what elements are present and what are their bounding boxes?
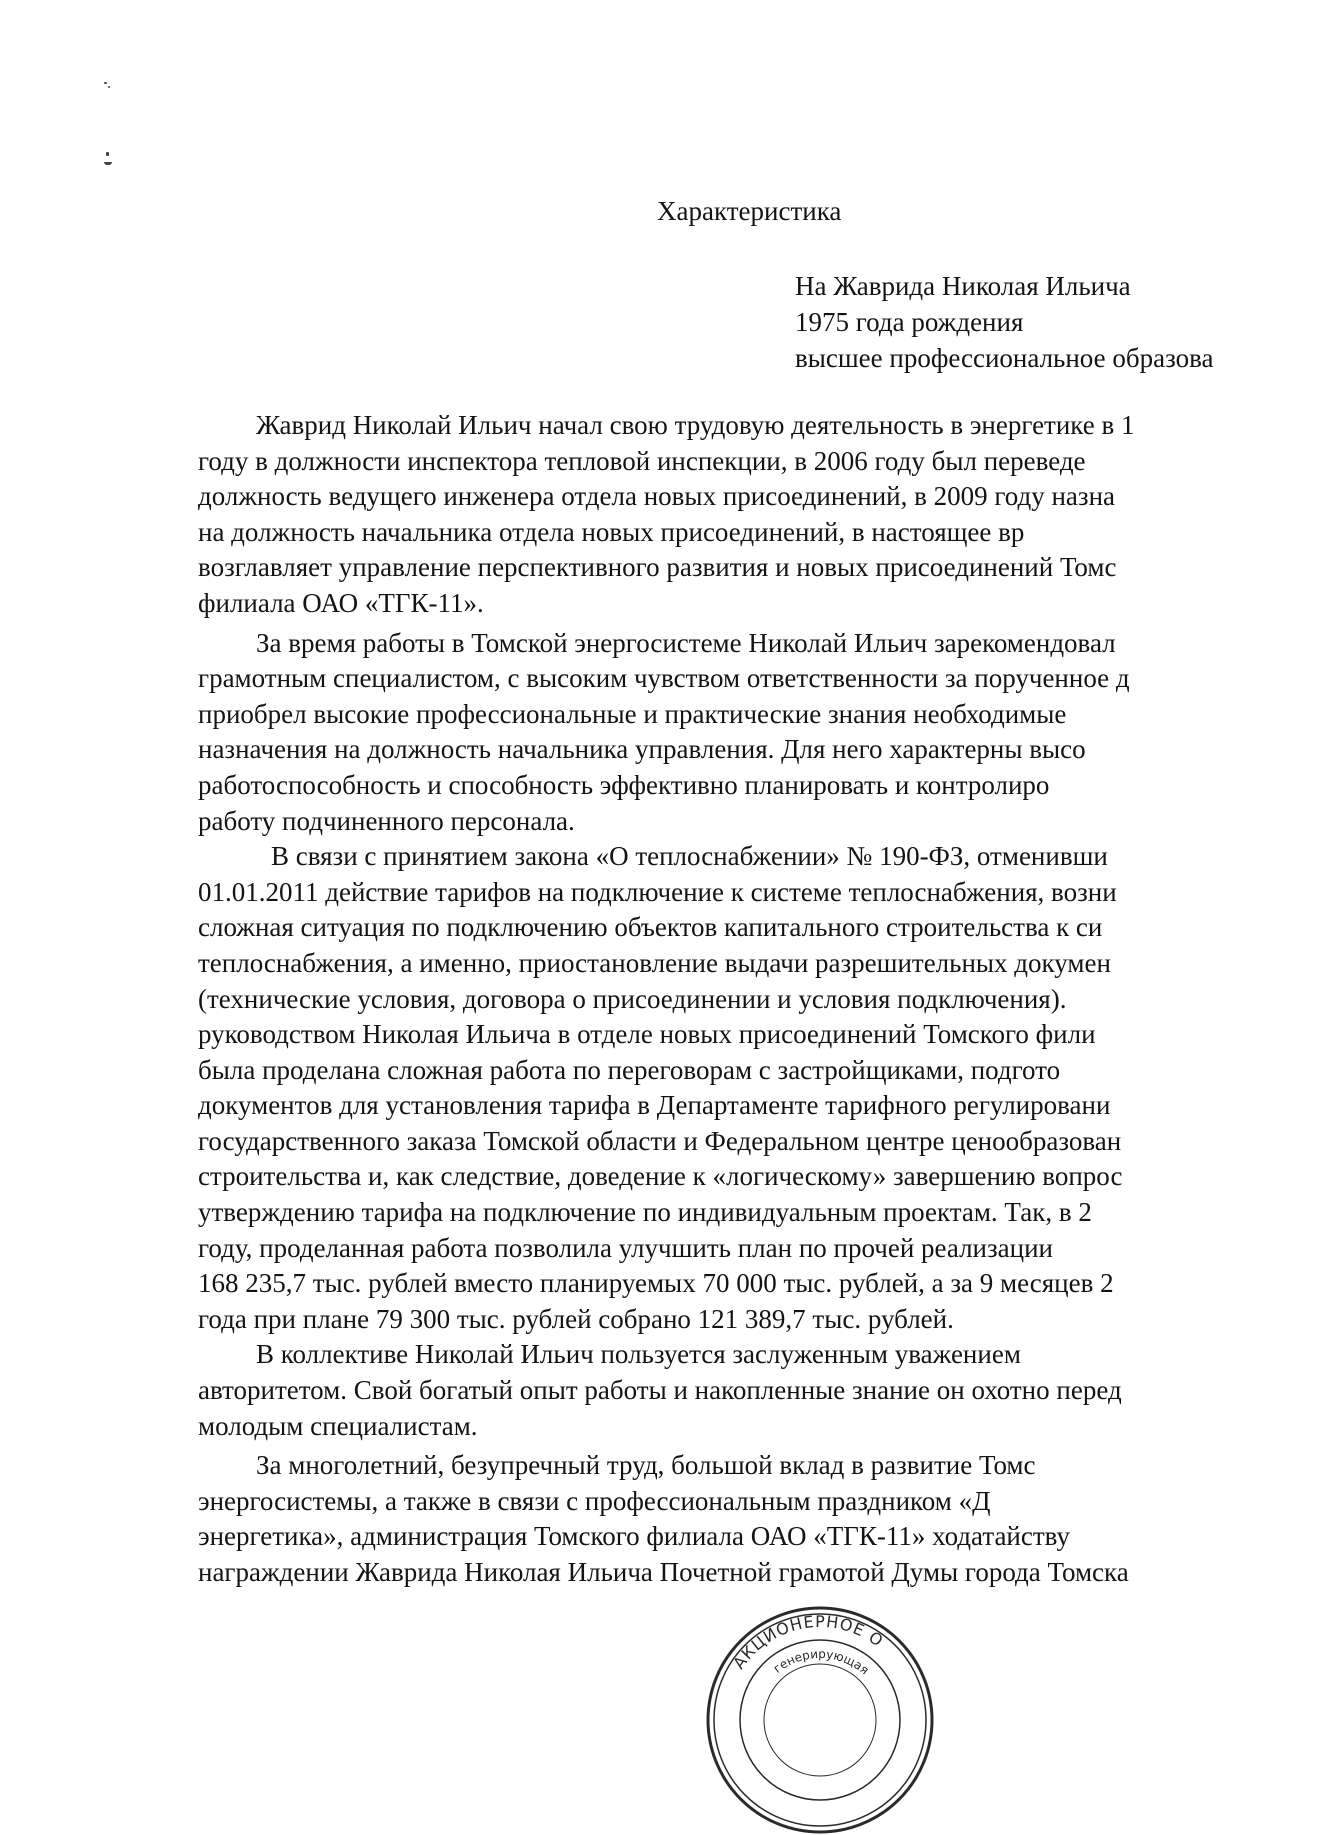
- text-line: руководством Николая Ильича в отделе новых присоединений Томского фили: [198, 1019, 1096, 1050]
- text-line: За многолетний, безупречный труд, большой вклад в развитие Томс: [256, 1450, 1036, 1481]
- text-line: строительства и, как следствие, доведение к «логическому» завершению вопрос: [198, 1161, 1123, 1192]
- text-line: приобрел высокие профессиональные и практические знания необходимые: [198, 698, 1067, 729]
- text-line: года при плане 79 300 тыс. рублей собрано 121 389,7 тыс. рублей.: [198, 1303, 954, 1334]
- text-line: (технические условия, договора о присоединении и условия подключения).: [198, 983, 1067, 1014]
- text-line: энергосистемы, а также в связи с профессиональным праздником «Д: [198, 1485, 991, 1516]
- text-line: возглавляет управление перспективного развития и новых присоединений Томс: [198, 552, 1117, 583]
- addressee-education: высшее профессиональное образова: [795, 343, 1214, 373]
- text-line: должность ведущего инженера отдела новых присоединений, в 2009 году назна: [198, 481, 1116, 512]
- text-line: За время работы в Томской энергосистеме Николай Ильич зарекомендовал: [256, 627, 1116, 658]
- text-line: авторитетом. Свой богатый опыт работы и накопленные знание он охотно перед: [198, 1375, 1122, 1406]
- text-line: сложная ситуация по подключению объектов капитального строительства к си: [198, 912, 1103, 943]
- text-line: В коллективе Николай Ильич пользуется заслуженным уважением: [256, 1339, 1021, 1370]
- text-line: награждении Жаврида Николая Ильича Почетной грамотой Думы города Томска: [198, 1557, 1129, 1587]
- text-line: году, проделанная работа позволила улучшить план по прочей реализации: [198, 1232, 1053, 1263]
- text-line: Жаврид Николай Ильич начал свою трудовую деятельность в энергетике в 1: [256, 410, 1135, 440]
- scan-speck: [108, 86, 110, 88]
- text-line: теплоснабжения, а именно, приостановление выдачи разрешительных докумен: [198, 947, 1111, 978]
- company-seal-stamp: [705, 1605, 935, 1835]
- text-line: году в должности инспектора тепловой инспекции, в 2006 году был переведе: [198, 445, 1086, 476]
- document-title: Характеристика: [657, 196, 842, 226]
- scan-speck: [104, 82, 107, 84]
- text-line: работоспособность и способность эффективно планировать и контролиро: [198, 769, 1050, 800]
- scan-speck: [104, 162, 112, 165]
- text-line: государственного заказа Томской области и Федеральном центре ценообразован: [198, 1125, 1122, 1156]
- text-line: утверждению тарифа на подключение по индивидуальным проектам. Так, в 2: [198, 1197, 1092, 1228]
- text-line: была проделана сложная работа по переговорам с застройщиками, подгото: [198, 1054, 1061, 1085]
- seal-outer-text: АКЦИОНЕРНОЕ О: [729, 1611, 888, 1673]
- text-line: документов для установления тарифа в Департаменте тарифного регулировани: [198, 1090, 1111, 1121]
- addressee-block: [795, 268, 1213, 376]
- text-line: назначения на должность начальника управления. Для него характерны высо: [198, 734, 1086, 765]
- text-line: филиала ОАО «ТГК-11».: [198, 587, 484, 618]
- seal-inner-text: генерирующая: [770, 1646, 872, 1678]
- addressee-name: На Жаврида Николая Ильича: [795, 271, 1131, 301]
- text-line: грамотным специалистом, с высоким чувством ответственности за порученное д: [198, 663, 1130, 694]
- text-line: работу подчиненного персонала.: [198, 805, 575, 836]
- document-body: [198, 408, 1318, 1591]
- text-line: В связи с принятием закона «О теплоснабжении» № 190-ФЗ, отменивши: [271, 841, 1108, 872]
- text-line: энергетика», администрация Томского филиала ОАО «ТГК-11» ходатайству: [198, 1521, 1070, 1552]
- text-line: 168 235,7 тыс. рублей вместо планируемых 70 000 тыс. рублей, а за 9 месяцев 2: [198, 1268, 1114, 1299]
- text-line: молодым специалистам.: [198, 1410, 478, 1441]
- text-line: на должность начальника отдела новых присоединений, в настоящее вр: [198, 516, 1025, 547]
- text-line: 01.01.2011 действие тарифов на подключение к системе теплоснабжения, возни: [198, 876, 1117, 907]
- scan-speck: [106, 152, 109, 156]
- addressee-birth-year: 1975 года рождения: [795, 307, 1024, 337]
